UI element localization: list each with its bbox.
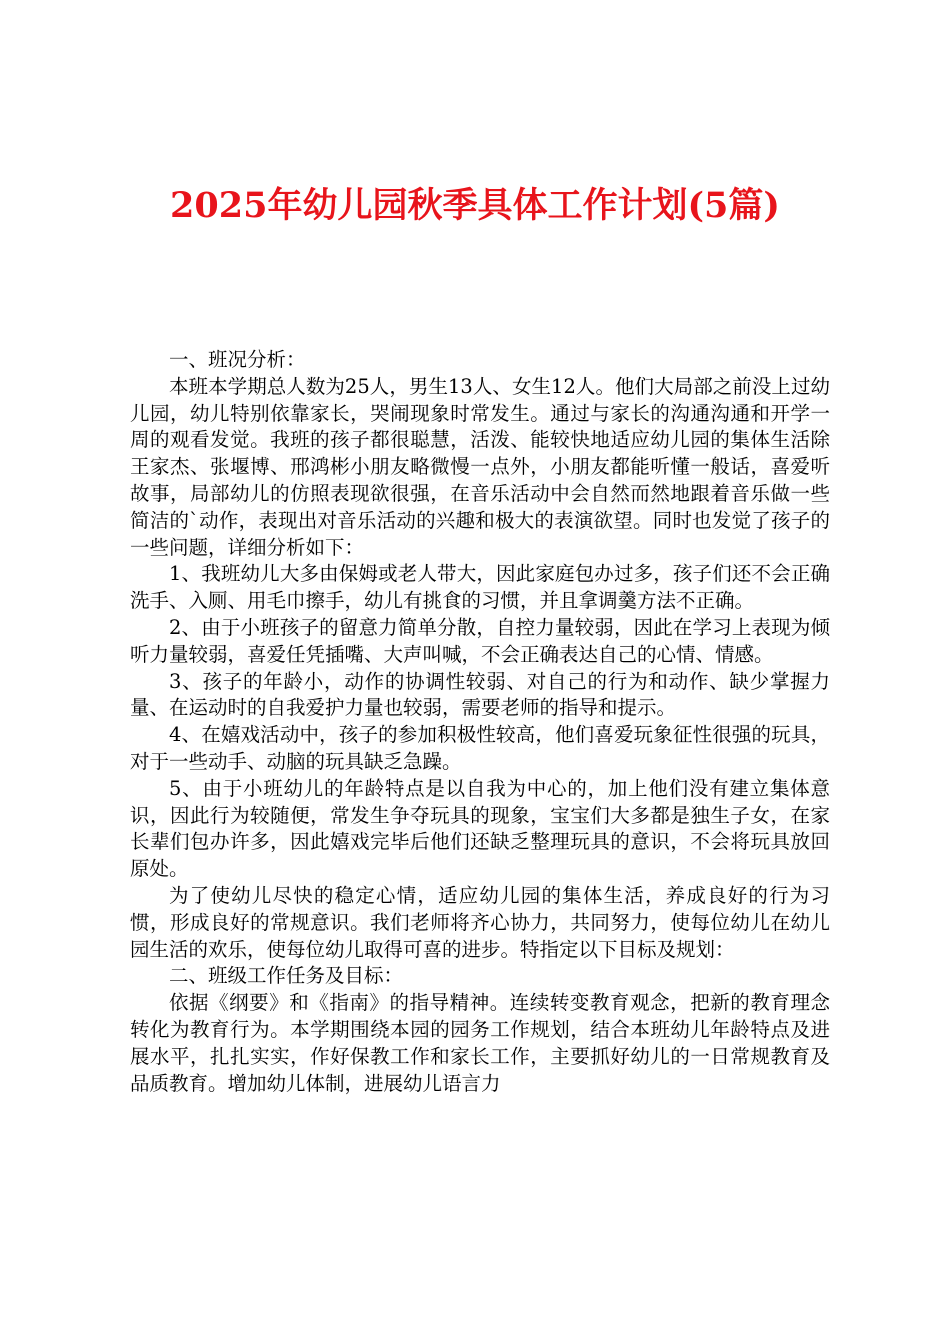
paragraph-item-1: 1、我班幼儿大多由保姆或老人带大，因此家庭包办过多，孩子们还不会正确洗手、入厕、用毛巾擦手，幼儿有挑食的习惯，并且拿调羹方法不正确。 — [130, 562, 830, 613]
paragraph-class-overview: 本班本学期总人数为25人，男生13人、女生12人。他们大局部之前没上过幼儿园，幼儿特别依靠家长，哭闹现象时常发生。通过与家长的沟通沟通和开学一周的观看发觉。我班的孩子都很聪慧，活泼、能较快地适应幼儿园的集体生活除王家杰、张堰博、邢鸿彬小朋友略微慢一点外，小朋友都能听懂一般话，喜爱听故事，局部幼儿的仿照表现欲很强，在音乐活动中会自然而然地跟着音乐做一些简洁的`动作，表现出对音乐活动的兴趣和极大的表演欲望。同时也发觉了孩子的一些问题，详细分析如下： — [130, 374, 830, 559]
paragraph-item-4: 4、在嬉戏活动中，孩子的参加积极性较高，他们喜爱玩象征性很强的玩具，对于一些动手、动脑的玩具缺乏急躁。 — [130, 723, 830, 773]
document-body — [130, 347, 830, 1097]
paragraph-item-2: 2、由于小班孩子的留意力简单分散，自控力量较弱，因此在学习上表现为倾听力量较弱，喜爱任凭插嘴、大声叫喊，不会正确表达自己的心情、情感。 — [130, 615, 830, 666]
paragraph-item-5: 5、由于小班幼儿的年龄特点是以自我为中心的，加上他们没有建立集体意识，因此行为较随便，常发生争夺玩具的现象，宝宝们大多都是独生子女，在家长辈们包办许多，因此嬉戏完毕后他们还缺乏整理玩具的意识，不会将玩具放回原处。 — [130, 776, 830, 881]
paragraph-goals-intro: 为了使幼儿尽快的稳定心情，适应幼儿园的集体生活，养成良好的行为习惯，形成良好的常规意识。我们老师将齐心协力，共同努力，使每位幼儿在幼儿园生活的欢乐，使每位幼儿取得可喜的进步。特指定以下目标及规划： — [130, 883, 830, 961]
section-heading-tasks-goals: 二、班级工作任务及目标： — [169, 964, 404, 988]
paragraph-item-3: 3、孩子的年龄小，动作的协调性较弱、对自己的行为和动作、缺少掌握力量、在运动时的自我爱护力量也较弱，需要老师的指导和提示。 — [130, 669, 830, 720]
section-heading-class-analysis: 一、班况分析： — [169, 348, 306, 371]
document-title: 2025年幼儿园秋季具体工作计划(5篇) — [170, 185, 780, 226]
paragraph-guidance: 依据《纲要》和《指南》的指导精神。连续转变教育观念，把新的教育理念转化为教育行为。本学期围绕本园的园务工作规划，结合本班幼儿年龄特点及进展水平，扎扎实实，作好保教工作和家长工作，主要抓好幼儿的一日常规教育及品质教育。增加幼儿体制，进展幼儿语言力 — [130, 991, 830, 1095]
